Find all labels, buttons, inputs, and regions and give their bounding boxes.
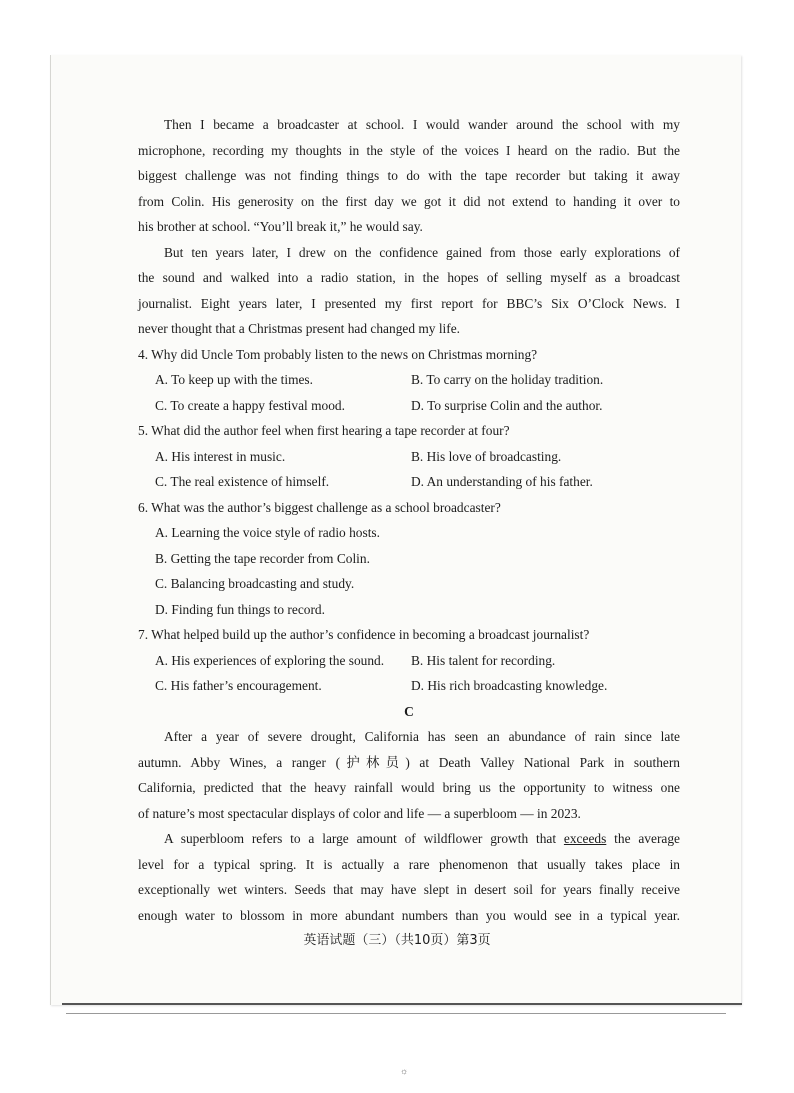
scan-speck: ☼: [400, 1066, 409, 1076]
section-heading: C: [404, 703, 414, 719]
underlined-keyword: exceeds: [563, 831, 607, 846]
option-d: D. An understanding of his father.: [411, 474, 593, 489]
text-line: exceptionally wet winters. Seeds that may have slept in desert soil for years finally receive: [138, 882, 680, 897]
option-d: D. To surprise Colin and the author.: [411, 397, 603, 413]
text-line: autumn. Abby Wines, a ranger (护林员) at Death Valley National Park in southern: [138, 754, 680, 770]
question-stem: 6. What was the author’s biggest challenge as a school broadcaster?: [138, 499, 501, 515]
question-6: [138, 495, 680, 623]
option-a: A. His experiences of exploring the sound.: [155, 652, 385, 668]
option-a: A. His interest in music.: [155, 448, 286, 464]
question-7: [138, 622, 680, 699]
text-line: the sound and walked into a radio station, in the hopes of selling myself as a broadcast: [138, 270, 680, 285]
option-c: C. His father’s encouragement.: [155, 678, 322, 693]
passage-b-paragraph-1: [138, 112, 680, 240]
option-d: D. Finding fun things to record.: [155, 601, 325, 617]
page-content: [138, 112, 680, 928]
question-4: [138, 342, 680, 419]
text-line: microphone, recording my thoughts in the style of the voices I heard on the radio. But the: [138, 142, 680, 158]
question-stem: 5. What did the author feel when first hearing a tape recorder at four?: [138, 423, 510, 438]
passage-b-paragraph-2: [138, 240, 680, 342]
option-b: B. His love of broadcasting.: [411, 448, 562, 464]
text-line: After a year of severe drought, California has seen an abundance of rain since late: [164, 729, 680, 744]
text-line: never thought that a Christmas present had changed my life.: [138, 321, 461, 336]
text-line: enough water to blossom in more abundant numbers than you would see in a typical year.: [138, 907, 680, 923]
text-line: Then I became a broadcaster at school. I would wander around the school with my: [164, 117, 680, 132]
text-line: of nature’s most spectacular displays of color and life — a superbloom — in 2023.: [138, 805, 581, 821]
page-footer: 英语试题（三）（共10页）第3页: [303, 933, 491, 948]
paper-bottom-edge: [62, 1003, 742, 1005]
option-b: B. Getting the tape recorder from Colin.: [155, 550, 370, 566]
text-line: his brother at school. “You’ll break it,” he would say.: [138, 219, 423, 234]
option-a: A. To keep up with the times.: [155, 372, 313, 387]
option-a: A. Learning the voice style of radio hosts.: [155, 525, 380, 540]
option-c: C. Balancing broadcasting and study.: [155, 576, 355, 591]
option-b: B. His talent for recording.: [411, 652, 556, 668]
option-c: C. To create a happy festival mood.: [155, 397, 345, 413]
text-line: But ten years later, I drew on the confidence gained from those early explorations of: [164, 244, 680, 260]
option-d: D. His rich broadcasting knowledge.: [411, 678, 608, 693]
passage-c-paragraph-1: [138, 724, 680, 826]
text-line: level for a typical spring. It is actually a rare phenomenon that usually takes place in: [138, 856, 680, 872]
question-stem: 7. What helped build up the author’s confidence in becoming a broadcast journalist?: [138, 627, 590, 642]
text-line: from Colin. His generosity on the first day we got it did not extend to handing it over to: [138, 193, 680, 209]
text-line: California, predicted that the heavy rainfall would bring us the opportunity to witness one: [138, 780, 680, 795]
question-stem: 4. Why did Uncle Tom probably listen to the news on Christmas morning?: [138, 346, 538, 362]
question-5: [138, 418, 680, 495]
text-line: biggest challenge was not finding things to do with the tape recorder but taking it away: [138, 168, 680, 183]
option-b: B. To carry on the holiday tradition.: [411, 372, 604, 387]
text-line: journalist. Eight years later, I presented my first report for BBC’s Six O’Clock News. I: [138, 295, 680, 311]
passage-c-paragraph-2: A superbloom refers to a large amount of wildflower growth that exceeds the average level for a typical spring. It is actually a rare phenomenon that usually takes place in exceptionally wet winters. Seeds that may have slept in desert soil for years finally receive enough water to blossom in more abundant numbers than you would see in a typical year.: [138, 826, 680, 928]
paper-shadow-line: [66, 1013, 726, 1014]
option-c: C. The real existence of himself.: [155, 474, 330, 489]
